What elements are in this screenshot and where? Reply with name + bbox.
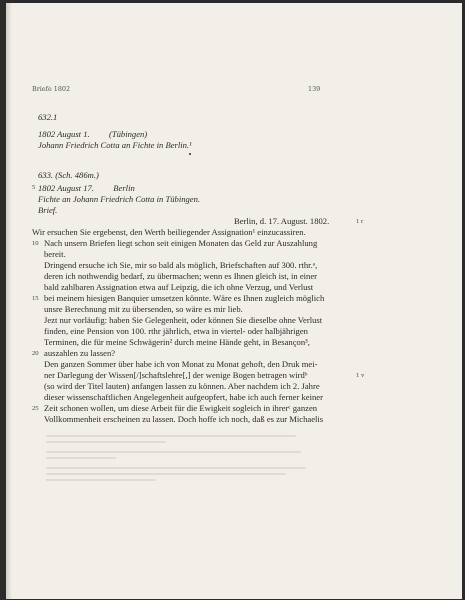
line-number-25: 25 — [32, 405, 39, 412]
faded-footnote-line — [46, 473, 286, 475]
letter-line: Nach unsern Briefen liegt schon seit einigen Monaten das Geld zur Auszahlung — [44, 238, 318, 248]
line-number-20: 20 — [32, 350, 39, 357]
running-header-title: Briefe 1802 — [32, 85, 71, 93]
letter-line: unsre Berechnung mit zu übersenden, so wäre es mir lieb. — [44, 304, 243, 314]
faded-footnote-line — [46, 435, 296, 437]
letter-line: Terminen, die für meine Schwägerin² durch meine Hände geht, in Besançon³, — [44, 337, 310, 347]
folio-mark-1v: 1 v — [356, 372, 365, 379]
document-title-633: Fichte an Johann Friedrich Cotta in Tübingen. — [38, 194, 201, 204]
document-number-633: 633. (Sch. 486m.) — [38, 170, 99, 180]
document-title-632: Johann Friedrich Cotta an Fichte in Berlin.¹ — [38, 140, 192, 150]
letter-line: Zeit schonen wollen, um diese Arbeit für die Ewigkeit sogleich in ihrerᶜ ganzen — [44, 403, 318, 413]
line-number-10: 10 — [32, 240, 39, 247]
letter-place-date: Berlin, d. 17. August. 1802. — [234, 216, 330, 226]
page-gutter-shadow — [6, 3, 12, 599]
line-number-15: 15 — [32, 295, 39, 302]
faded-footnote-line — [46, 451, 301, 453]
line-number-5: 5 — [32, 184, 36, 191]
letter-line: Wir ersuchen Sie ergebenst, den Werth beiliegender Assignation¹ einzucassiren. — [32, 227, 306, 237]
stray-mark — [189, 153, 191, 155]
faded-footnote-line — [46, 479, 156, 481]
folio-mark-1r: 1 r — [356, 218, 364, 225]
letter-line: dieser wissenschaftlichen Angelegenheit aufgeopfert, habe ich auch ferner keiner — [44, 392, 323, 402]
document-date-632: 1802 August 1. (Tübingen) — [38, 129, 148, 139]
letter-line: finden, eine Pension von 100. rthr jährlich, etwa in viertel- oder halbjährigen — [44, 326, 308, 336]
letter-line: auszahlen zu lassen? — [44, 348, 116, 358]
document-number-632: 632.1 — [38, 112, 58, 122]
letter-line: Vollkommenheit erscheinen zu lassen. Doch hoffe ich noch, daß es zur Michaelis — [44, 414, 324, 424]
document-date-633: 1802 August 17. Berlin — [38, 183, 135, 193]
faded-footnote-line — [46, 441, 166, 443]
letter-line: bei meinem hiesigen Banquier umsetzen könnte. Wäre es Ihnen zugleich möglich — [44, 293, 325, 303]
letter-line: deren ich nothwendig bedarf, zu übermachen; wenn es Ihnen gleich ist, in einer — [44, 271, 317, 281]
faded-footnote-line — [46, 457, 116, 459]
book-page — [6, 3, 462, 599]
letter-line: ner Darlegung der Wissen[/]schaftslehre[,] der wenige Bogen betragen wirdᵇ — [44, 370, 308, 380]
faded-footnote-line — [46, 467, 306, 469]
letter-line: bereit. — [44, 249, 66, 259]
letter-line: Dringend ersuche ich Sie, mir so bald als möglich, Briefschaften auf 300. rthr.ᵃ, — [44, 260, 318, 270]
letter-line: (so wird der Titel lauten) anfangen lassen zu können. Aber nachdem ich 2. Jahre — [44, 381, 320, 391]
letter-line: bald zahlbaren Assignation etwa auf Leipzig, die ich ohne Verzug, und Verlust — [44, 282, 314, 292]
page-number: 139 — [308, 85, 321, 93]
letter-line: Den ganzen Sommer über habe ich von Monat zu Monat gehoft, den Druk mei- — [44, 359, 318, 369]
document-kind: Brief. — [38, 205, 58, 215]
letter-line: Jezt nur vorläufig: haben Sie Gelegenheit, oder können Sie dieselbe ohne Verlust — [44, 315, 323, 325]
